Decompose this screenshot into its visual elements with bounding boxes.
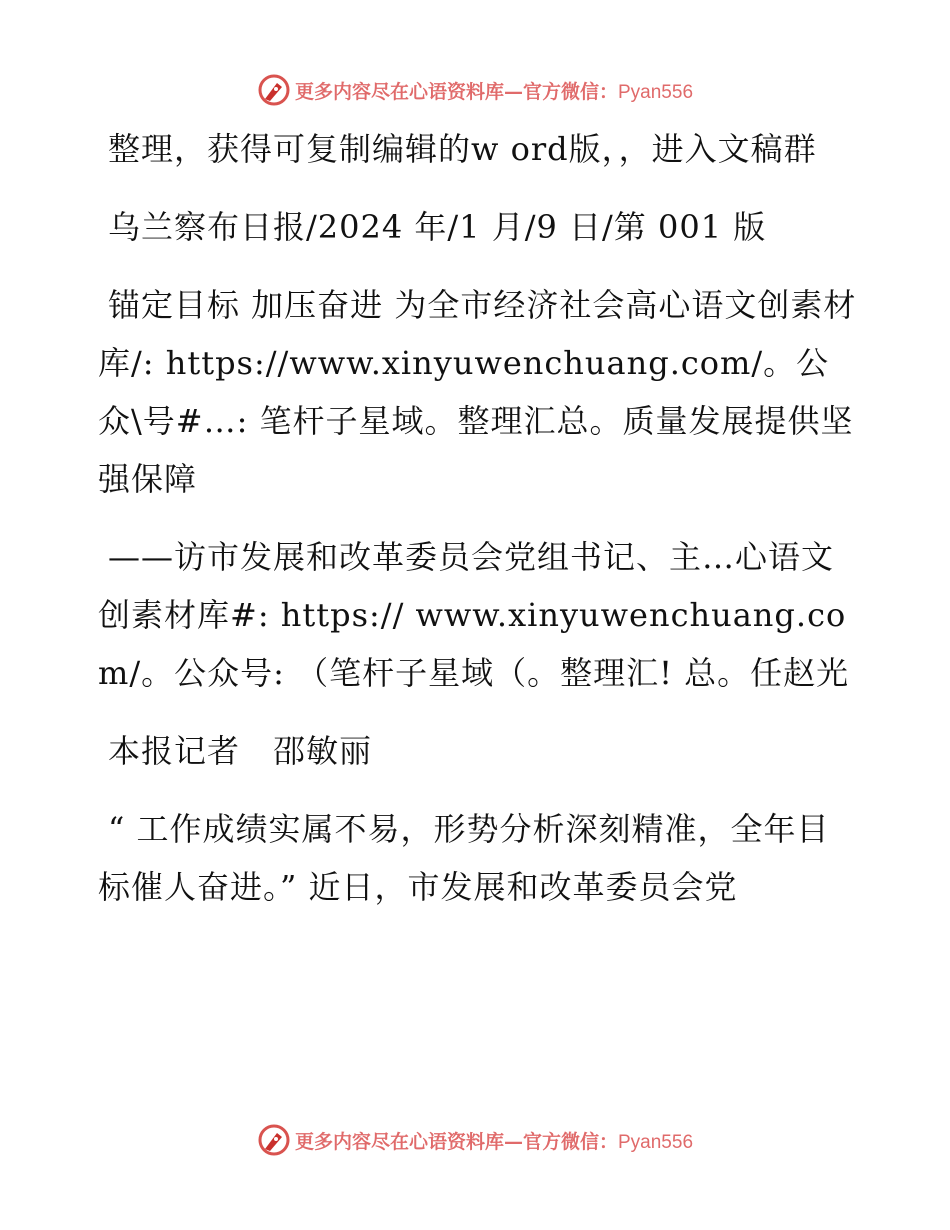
- pen-nib-logo-icon: [257, 1123, 291, 1157]
- footer-watermark-text: 更多内容尽在心语资料库—官方微信：Pyan556: [294, 1130, 694, 1153]
- paragraph-source-line: 乌兰察布日报/2024 年/1 月/9 日/第 001 版: [108, 208, 767, 246]
- paragraph-intro: 整理，获得可复制编辑的w ord版，，进入文稿群: [108, 130, 817, 168]
- document-body: [98, 120, 858, 936]
- paragraph-byline: 本报记者 邵敏丽: [108, 732, 373, 770]
- paragraph-subheadline: ——访市发展和改革委员会党组书记、主…心语文创素材库#: https:// www.xinyuwenchuang.com/。公众号: （笔杆子星域（。整理汇! 总。任赵光: [98, 538, 850, 692]
- paragraph-headline: 锚定目标 加压奋进 为全市经济社会高心语文创素材库/: https://www.xinyuwenchuang.com/。公众\号#…: 笔杆子星域。整理汇总。质量发展提供坚强保障: [98, 286, 857, 498]
- header-watermark-text: 更多内容尽在心语资料库—官方微信：Pyan556: [294, 80, 694, 103]
- pen-nib-logo-icon: [257, 73, 291, 107]
- footer-watermark-banner: [0, 1120, 950, 1160]
- header-wechat-id: Pyan556: [618, 81, 694, 103]
- header-watermark-banner: [0, 70, 950, 110]
- footer-wechat-id: Pyan556: [618, 1131, 694, 1153]
- paragraph-body: “ 工作成绩实属不易，形势分析深刻精准，全年目标催人奋进。” 近日，市发展和改革委员会党: [98, 810, 830, 906]
